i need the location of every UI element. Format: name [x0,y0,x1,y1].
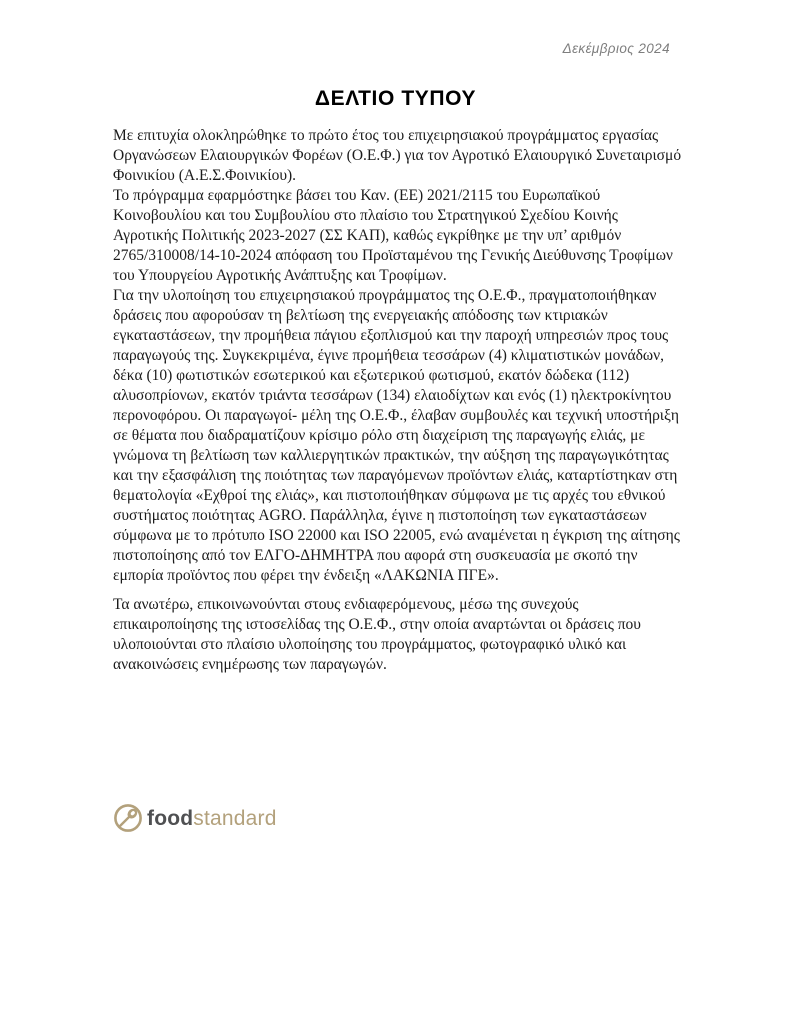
foodstandard-logo [113,803,277,833]
document-date: Δεκέμβριος 2024 [562,41,670,56]
spoon-in-circle-icon [113,803,143,833]
body-paragraph: Για την υλοποίηση του επιχειρησιακού προγράμματος της Ο.Ε.Φ., πραγματοποιήθηκαν δράσεις που αφορούσαν τη βελτίωση της ενεργειακής απόδοσης των κτιριακών εγκαταστάσεων, την προμήθεια πάγιου εξοπλισμού και την παροχή υπηρεσιών προς τους παραγωγούς της. Συγκεκριμένα, έγινε προμήθεια τεσσάρων (4) κλιματιστικών μονάδων, δέκα (10) φωτιστικών εσωτερικού και εξωτερικού φωτισμού, εκατόν δώδεκα (112) αλυσοπρίονων, εκατόν τριάντα τεσσάρων (134) ελαιοδίχτων και ενός (1) ηλεκτροκίνητου περονοφόρου. Οι παραγωγοί- μέλη της Ο.Ε.Φ., έλαβαν συμβουλές και τεχνική υποστήριξη σε θέματα που διαδραματίζουν κρίσιμο ρόλο στη διαχείριση της παραγωγής ελιάς, με γνώμονα τη βελτίωση των καλλιεργητικών πρακτικών, την αύξηση της παραγωγικότητας και την εξασφάλιση της ποιότητας των παραγόμενων προϊόντων ελιάς, καταρτίστηκαν στη θεματολογία «Εχθροί της ελιάς», και πιστοποιήθηκαν σύμφωνα με τις αρχές του εθνικού συστήματος ποιότητας AGRO. Παράλληλα, έγινε η πιστοποίηση των εγκαταστάσεων σύμφωνα με το πρότυπο ISO 22000 και ISO 22005, ενώ αναμένεται η έγκριση της αίτησης πιστοποίησης από τον ΕΛΓΟ-ΔΗΜΗΤΡΑ που αφορά στη συσκευασία με σκοπό την εμπορία προϊόντος που φέρει την ένδειξη «ΛΑΚΩΝΙΑ ΠΓΕ». [113,287,680,584]
logo-text [147,808,277,829]
body-paragraph: Το πρόγραμμα εφαρμόστηκε βάσει του Καν. (ΕΕ) 2021/2115 του Ευρωπαϊκού Κοινοβουλίου και του Συμβουλίου στο πλαίσιο του Στρατηγικού Σχεδίου Κοινής Αγροτικής Πολιτικής 2023-2027 (ΣΣ ΚΑΠ), καθώς εγκρίθηκε με την υπ’ αριθμόν 2765/310008/14-10-2024 απόφαση του Προϊσταμένου της Γενικής Διεύθυνσης Τροφίμων του Υπουργείου Αγροτικής Ανάπτυξης και Τροφίμων. [113,187,673,284]
body-paragraph: Τα ανωτέρω, επικοινωνούνται στους ενδιαφερόμενους, μέσω της συνεχούς επικαιροποίησης της ιστοσελίδας της Ο.Ε.Φ., στην οποία αναρτώνται οι δράσεις που υλοποιούνται στο πλαίσιο υλοποίησης του προγράμματος, φωτογραφικό υλικό και ανακοινώσεις ενημέρωσης των παραγωγών. [113,596,641,673]
body-paragraph: Με επιτυχία ολοκληρώθηκε το πρώτο έτος του επιχειρησιακού προγράμματος εργασίας Οργανώσεων Ελαιουργικών Φορέων (Ο.Ε.Φ.) για τον Αγροτικό Ελαιουργικό Συνεταιρισμό Φοινικίου (Α.Ε.Σ.Φοινικίου). [113,127,682,184]
document-body [113,126,685,675]
logo-word-food: food [147,806,194,830]
logo-word-standard: standard [193,806,277,830]
page-title: ΔΕΛΤΙΟ ΤΥΠΟΥ [314,87,477,110]
